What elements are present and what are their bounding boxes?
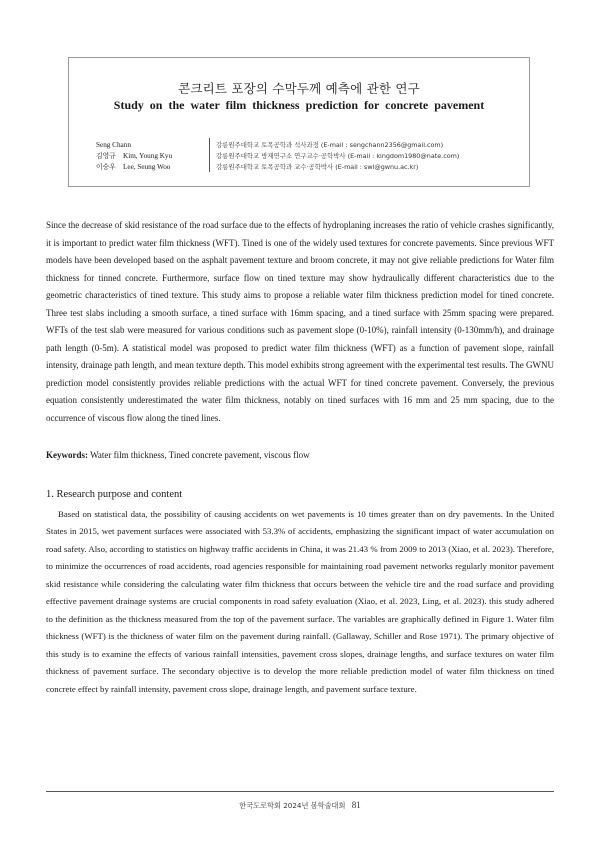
page-number: 81	[351, 800, 361, 810]
abstract: Since the decrease of skid resistance of the road surface due to the effects of hydroplaning increases the ratio of vehicle crashes significantly, it is important to predict water film thickness (WFT). Tined is one of the widely used textures for concrete pavements. Since previous WFT models have been developed based on the asphalt pavement texture and broom concrete, it may not give reliable predictions for Water film thickness for tinned concrete. Furthermore, surface flow on tined texture may show hydraulically different characteristics due to the geometric characteristics of tined texture. This study aims to propose a reliable water film thickness prediction model for tined concrete. Three test slabs including a smooth surface, a tined surface with 16mm spacing, and a tined surface with 25mm spacing were prepared. WFTs of the test slab were measured for various conditions such as pavement slope (0-10%), rainfall intensity (0-130mm/h), and drainage path length (0-5m). A statistical model was proposed to predict water film thickness (WFT) as a function of pavement slope, rainfall intensity, drainage path length, and mean texture depth. This model exhibits strong agreement with the experimental test results. The GWNU prediction model consistently provides reliable predictions with the actual WFT for tined concrete pavement. Conversely, the previous equation consistently underestimated the water film thickness, notably on tined surfaces with 16 mm and 25 mm spacing, due to the occurrence of viscous flow along the tined lines.	[46, 220, 554, 423]
title-box	[68, 57, 530, 187]
conference-name: 한국도로학회 2024년 봄학술대회	[239, 801, 346, 810]
section-heading: 1. Research purpose and content	[46, 489, 183, 500]
author-affiliation: 강릉원주대학교 토목공학과 교수·공학박사 (E-mail : swl@gwnu.ac.kr)	[216, 163, 419, 171]
author-affiliation: 강릉원주대학교 방재연구소 연구교수·공학박사 (E-mail : kingdom1980@nate.com)	[216, 152, 460, 160]
author-name-english: Lee, Seung Woo	[123, 163, 171, 171]
section-body: Based on statistical data, the possibility of causing accidents on wet pavements is 10 times greater than on dry pavements. In the United States in 2015, wet pavement surfaces were associated with 53.3% of accidents, emphasizing the significant impact of water accumulation on road safety. Also, according to statistics on highway traffic accidents in China, it was 21.43 % from 2009 to 2013 (Xiao, et al. 2023). Therefore, to minimize the occurrences of road accidents, road agencies responsible for maintaining road pavement networks regularly monitor pavement skid resistance while considering the calculating water film thickness that occurs between the vehicle tire and the road surface and providing effective pavement drainage systems are crucial components in road safety evaluation (Xiao, et al. 2023, Ling, et al. 2023). this study adhered to the definition as the thickness measured from the top of the pavement surface. The variables are graphically defined in Figure 1. Water film thickness (WFT) is the thickness of water film on the pavement during rainfall. (Gallaway, Schiller and Rose 1971). The primary objective of this study is to examine the effects of various rainfall intensities, pavement cross slopes, drainage lengths, and surface textures on water film thickness of pavement surface. The secondary objective is to develop the more reliable prediction model of water film thickness on tined concrete effect by rainfall intensity, pavement cross slope, drainage length, and pavement surface texture.	[46, 509, 554, 694]
author-row	[96, 162, 516, 173]
author-affiliation: 강릉원주대학교 토목공학과 석사과정 (E-mail : sengchann2356@gmail.com)	[216, 141, 444, 149]
footer-divider	[46, 791, 554, 792]
page-footer	[0, 800, 600, 811]
keywords-text: Water film thickness, Tined concrete pavement, viscous flow	[90, 450, 310, 460]
korean-title: 콘크리트 포장의 수막두께 예측에 관한 연구	[178, 81, 420, 96]
keywords	[46, 449, 554, 461]
author-name-english: Kim, Young Kyu	[123, 152, 173, 160]
author-row	[96, 140, 516, 151]
author-row	[96, 151, 516, 162]
author-name-korean: 김영규	[96, 152, 116, 160]
author-list	[96, 140, 516, 173]
keywords-label: Keywords:	[46, 450, 88, 460]
english-title: Study on the water film thickness prediction for concrete pavement	[113, 98, 485, 112]
author-name-korean: 이승우	[96, 163, 116, 171]
author-name-english: Seng Chann	[96, 141, 131, 149]
